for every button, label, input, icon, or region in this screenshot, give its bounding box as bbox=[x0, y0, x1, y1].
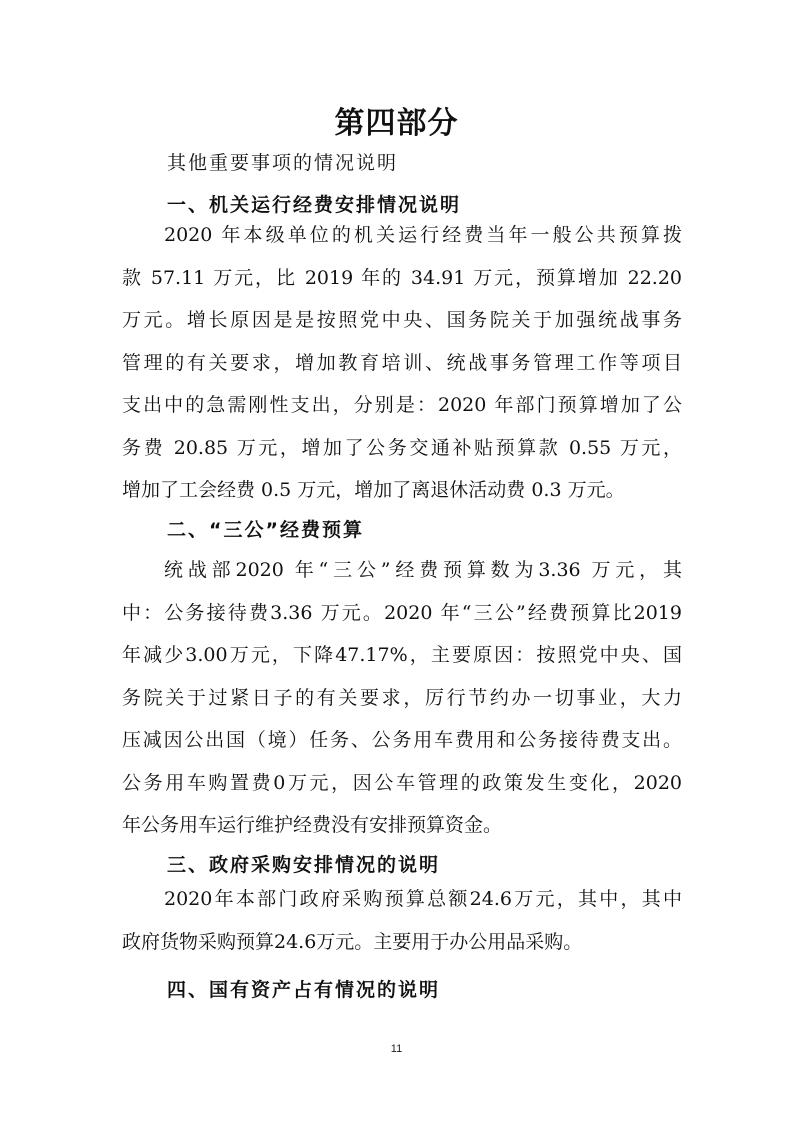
paragraph-line: 压减因公出国（境）任务、公务用车费用和公务接待费支出。 bbox=[122, 729, 682, 751]
page-title: 第四部分 bbox=[334, 106, 459, 141]
page-subtitle: 其他重要事项的情况说明 bbox=[167, 152, 399, 174]
paragraph-line: 管理的有关要求，增加教育培训、统战事务管理工作等项目 bbox=[122, 351, 682, 374]
paragraph-line: 中：公务接待费3.36 万元。2020 年“三公”经费预算比2019 bbox=[122, 601, 682, 624]
section-paragraph-3 bbox=[122, 878, 682, 963]
paragraph-line: 2020 年本级单位的机关运行经费当年一般公共预算拨 bbox=[164, 224, 682, 246]
page-number: 11 bbox=[390, 1043, 403, 1055]
paragraph-line: 年公务用车运行维护经费没有安排预算资金。 bbox=[122, 814, 503, 836]
paragraph-line: 2020年本部门政府采购预算总额24.6万元，其中，其中 bbox=[164, 888, 682, 910]
section-heading-4: 四、国有资产占有情况的说明 bbox=[167, 979, 441, 1001]
paragraph-line: 增加了工会经费 0.5 万元，增加了离退休活动费 0.3 万元。 bbox=[122, 479, 625, 501]
section-paragraph-2 bbox=[122, 549, 682, 847]
paragraph-line: 支出中的急需刚性支出，分别是：2020 年部门预算增加了公 bbox=[122, 394, 682, 416]
paragraph-line: 务费 20.85 万元，增加了公务交通补贴预算款 0.55 万元， bbox=[122, 436, 682, 459]
paragraph-line: 务院关于过紧日子的有关要求，厉行节约办一切事业，大力 bbox=[122, 686, 682, 709]
section-paragraph-1 bbox=[122, 214, 682, 512]
section-heading-3: 三、政府采购安排情况的说明 bbox=[167, 854, 441, 876]
paragraph-line: 万元。增长原因是是按照党中央、国务院关于加强统战事务 bbox=[122, 309, 682, 331]
section-heading-2: 二、“三公”经费预算 bbox=[167, 519, 364, 541]
paragraph-line: 公务用车购置费0万元，因公车管理的政策发生变化，2020 bbox=[122, 771, 682, 794]
paragraph-line: 款 57.11 万元，比 2019 年的 34.91 万元，预算增加 22.20 bbox=[122, 266, 682, 289]
paragraph-line: 统战部2020 年“三公”经费预算数为3.36 万元，其 bbox=[164, 559, 682, 581]
paragraph-line: 政府货物采购预算24.6万元。主要用于办公用品采购。 bbox=[122, 930, 583, 953]
section-heading-1: 一、机关运行经费安排情况说明 bbox=[167, 194, 462, 216]
paragraph-line: 年减少3.00万元，下降47.17%，主要原因：按照党中央、国 bbox=[122, 644, 682, 666]
